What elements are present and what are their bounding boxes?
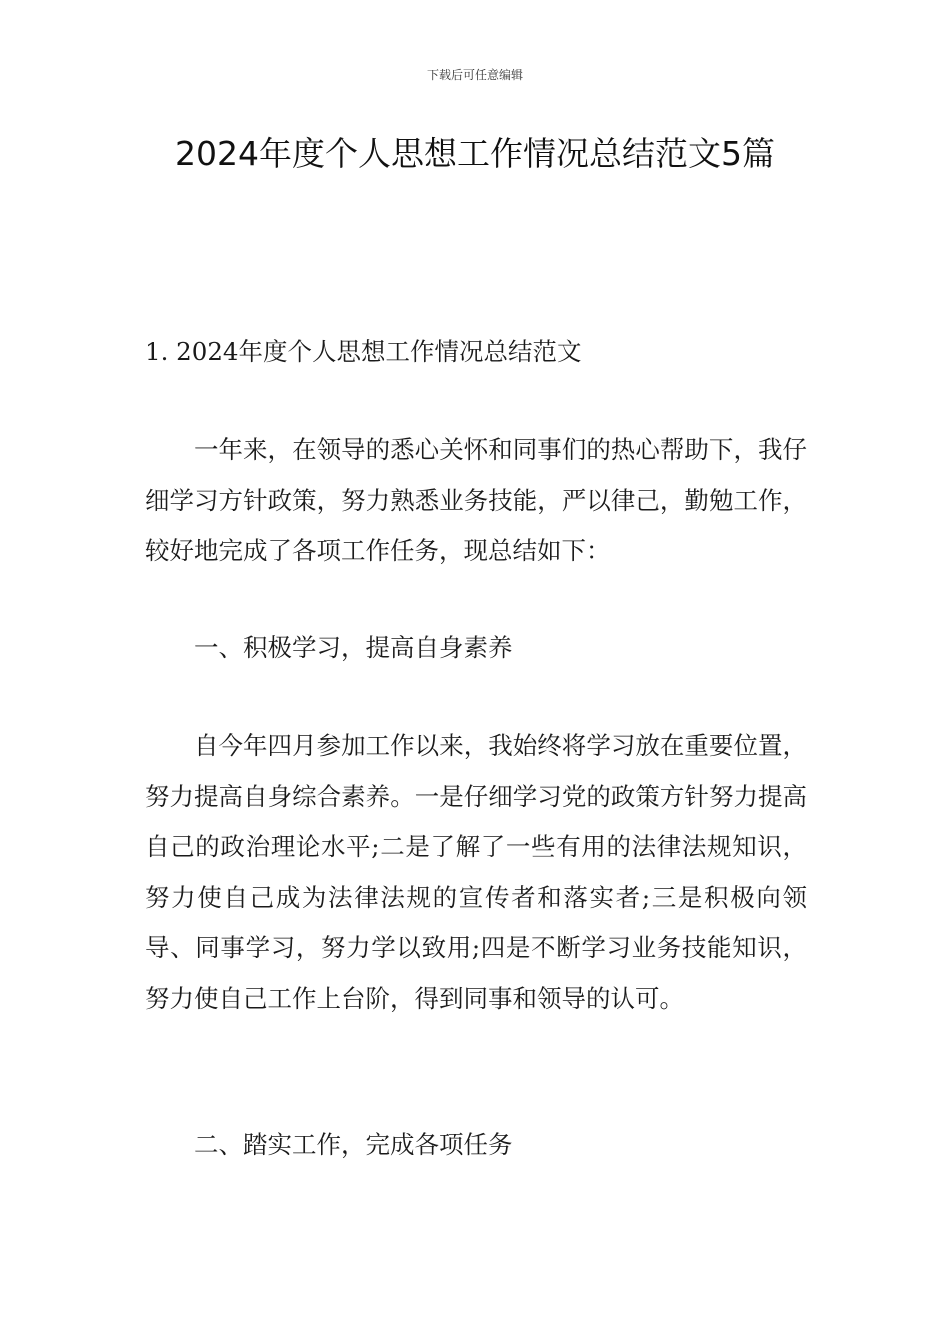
heading-study: 一、积极学习，提高自身素养 bbox=[194, 633, 513, 662]
paragraph-study: 自今年四月参加工作以来，我始终将学习放在重要位置，努力提高自身综合素养。一是仔细学习党的政策方针努力提高自己的政治理论水平;二是了解了一些有用的法律法规知识，努力使自己成为法律法规的宣传者和落实者;三是积极向领导、同事学习，努力学以致用;四是不断学习业务技能知识，努力使自己工作上台阶，得到同事和领导的认可。 bbox=[145, 731, 807, 1013]
page-title: 2024年度个人思想工作情况总结范文5篇 bbox=[175, 134, 775, 173]
heading-work: 二、踏实工作，完成各项任务 bbox=[194, 1130, 513, 1159]
paragraph-intro: 一年来，在领导的悉心关怀和同事们的热心帮助下，我仔细学习方针政策，努力熟悉业务技能，严以律己，勤勉工作，较好地完成了各项工作任务，现总结如下： bbox=[145, 435, 807, 565]
header-note: 下载后可任意编辑 bbox=[426, 68, 523, 82]
section-title: 1. 2024年度个人思想工作情况总结范文 bbox=[145, 337, 582, 366]
